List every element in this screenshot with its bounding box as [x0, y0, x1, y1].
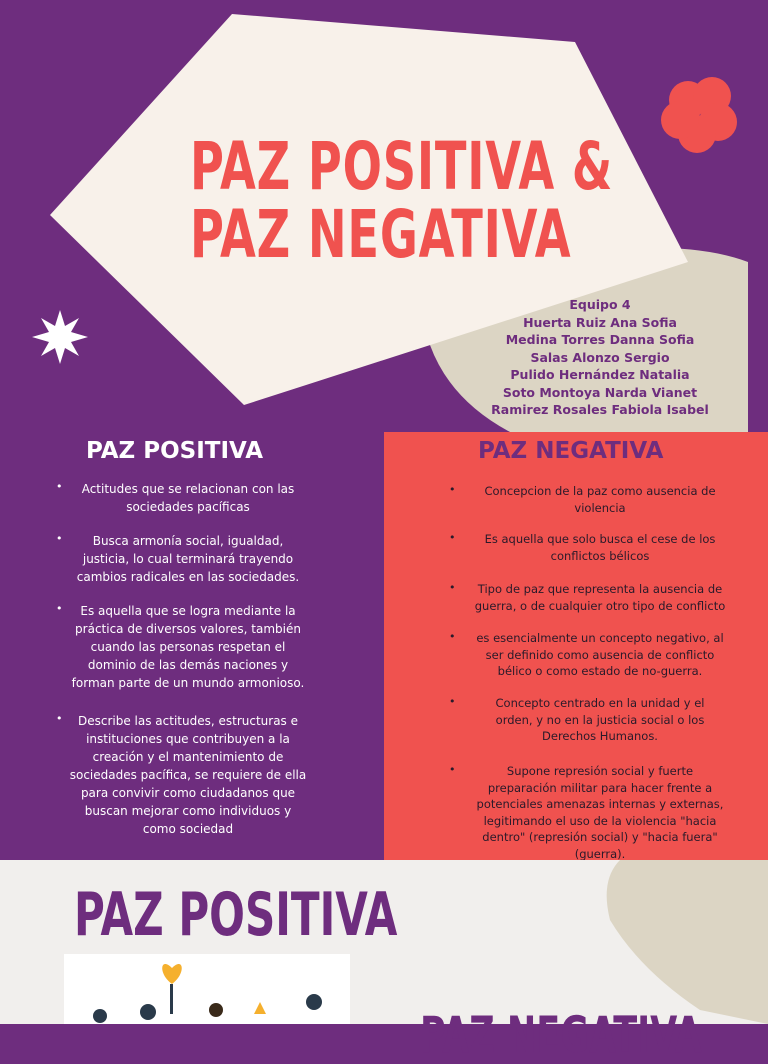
- bullet-icon: •: [449, 581, 456, 594]
- team-member: Soto Montoya Narda Vianet: [502, 384, 698, 400]
- list-item-line: cuando las personas respetan el: [90, 640, 286, 654]
- starburst-icon: [32, 310, 88, 364]
- list-item-line: creación y el mantenimiento de: [92, 750, 284, 764]
- team-member: Huerta Ruiz Ana Sofia: [523, 314, 677, 330]
- list-item-line: Derechos Humanos.: [542, 729, 658, 743]
- list-item-line: práctica de diversos valores, también: [75, 622, 301, 636]
- list-item-line: bélico o como estado de no-guerra.: [497, 664, 703, 678]
- people-illustration: [64, 954, 350, 1024]
- list-item-line: forman parte de un mundo armonioso.: [71, 676, 305, 690]
- list-item-line: cambios radicales en las sociedades.: [76, 570, 300, 584]
- list-item-line: Supone represión social y fuerte: [506, 764, 694, 778]
- list-item-line: Concepcion de la paz como ausencia de: [484, 484, 716, 498]
- list-item-line: Actitudes que se relacionan con las: [81, 482, 295, 496]
- team-member: Ramirez Rosales Fabiola Isabel: [491, 402, 709, 417]
- positiva-list: [56, 480, 316, 850]
- negativa-heading: PAZ NEGATIVA: [478, 438, 664, 464]
- list-item: [449, 695, 745, 745]
- list-item-line: Es aquella que se logra mediante la: [80, 604, 296, 618]
- list-item: [56, 712, 316, 838]
- list-item-line: conflictos bélicos: [550, 548, 650, 563]
- bullet-icon: •: [56, 480, 63, 493]
- list-item: [56, 480, 316, 516]
- list-item-line: Es aquella que solo busca el cese de los: [484, 532, 716, 546]
- list-item-line: sociedades pacíficas: [126, 500, 250, 514]
- negativa-list: [449, 483, 745, 861]
- bullet-icon: •: [56, 532, 63, 545]
- list-item-line: violencia: [574, 500, 626, 515]
- list-item-line: Concepto centrado en la unidad y el: [495, 696, 705, 710]
- list-item-line: dentro" (represión social) y "hacia fuera": [482, 830, 718, 844]
- bullet-icon: •: [449, 531, 456, 544]
- list-item-line: buscan mejorar como individuos y: [84, 804, 292, 818]
- beige-blob-shape: [607, 860, 768, 1024]
- list-item-line: legitimando el uso de la violencia "hacia: [483, 813, 717, 828]
- list-item-line: Busca armonía social, igualdad,: [92, 534, 284, 548]
- bottom-title-positiva: PAZ POSITIVA: [74, 880, 398, 950]
- bullet-icon: •: [449, 763, 456, 776]
- list-item-line: justicia, lo cual terminará trayendo: [82, 552, 294, 566]
- team-block: [470, 296, 730, 419]
- bullet-icon: •: [56, 712, 63, 725]
- list-item-line: dominio de las demás naciones y: [87, 658, 289, 672]
- list-item-line: ser definido como ausencia de conflicto: [485, 647, 715, 662]
- list-item: [449, 483, 745, 516]
- illustration-image: [64, 954, 350, 1024]
- list-item: [449, 763, 745, 862]
- list-item-line: preparación militar para hacer frente a: [487, 780, 713, 795]
- list-item-line: guerra, o de cualquier otro tipo de conflicto: [474, 598, 726, 613]
- list-item-line: Describe las actitudes, estructuras e: [77, 714, 298, 728]
- list-item: [56, 532, 316, 586]
- list-item-line: Tipo de paz que representa la ausencia de: [477, 582, 723, 596]
- list-item-line: para convivir como ciudadanos que: [80, 786, 296, 800]
- list-item-line: potenciales amenazas internas y externas,: [476, 797, 724, 811]
- team-member: Pulido Hernández Natalia: [510, 367, 690, 382]
- bullet-icon: •: [449, 630, 456, 643]
- heart-icon: [162, 964, 182, 984]
- list-item: [449, 630, 745, 680]
- list-item: [56, 602, 316, 692]
- title-line-2: PAZ NEGATIVA: [190, 196, 572, 273]
- team-member: Salas Alonzo Sergio: [530, 349, 670, 365]
- list-item-line: es esencialmente un concepto negativo, al: [476, 631, 724, 645]
- bullet-icon: •: [449, 695, 456, 708]
- list-item-line: (guerra).: [574, 846, 626, 861]
- title-line-1: PAZ POSITIVA &: [190, 128, 614, 205]
- bullet-icon: •: [56, 602, 63, 615]
- bottom-title-negativa: PAZ NEGATIVA: [420, 1006, 702, 1064]
- list-item-line: sociedades pacífica, se requiere de ella: [69, 768, 307, 782]
- list-item-line: orden, y no en la justicia social o los: [495, 712, 705, 727]
- list-item-line: instituciones que contribuyen a la: [86, 732, 290, 746]
- list-item: [449, 531, 745, 564]
- team-label: Equipo 4: [569, 297, 631, 312]
- positiva-heading: PAZ POSITIVA: [86, 438, 264, 464]
- list-item: [449, 581, 745, 614]
- team-member: Medina Torres Danna Sofia: [505, 332, 695, 347]
- list-item-line: como sociedad: [142, 822, 234, 836]
- bullet-icon: •: [449, 483, 456, 496]
- coral-flower-shape: [661, 77, 737, 153]
